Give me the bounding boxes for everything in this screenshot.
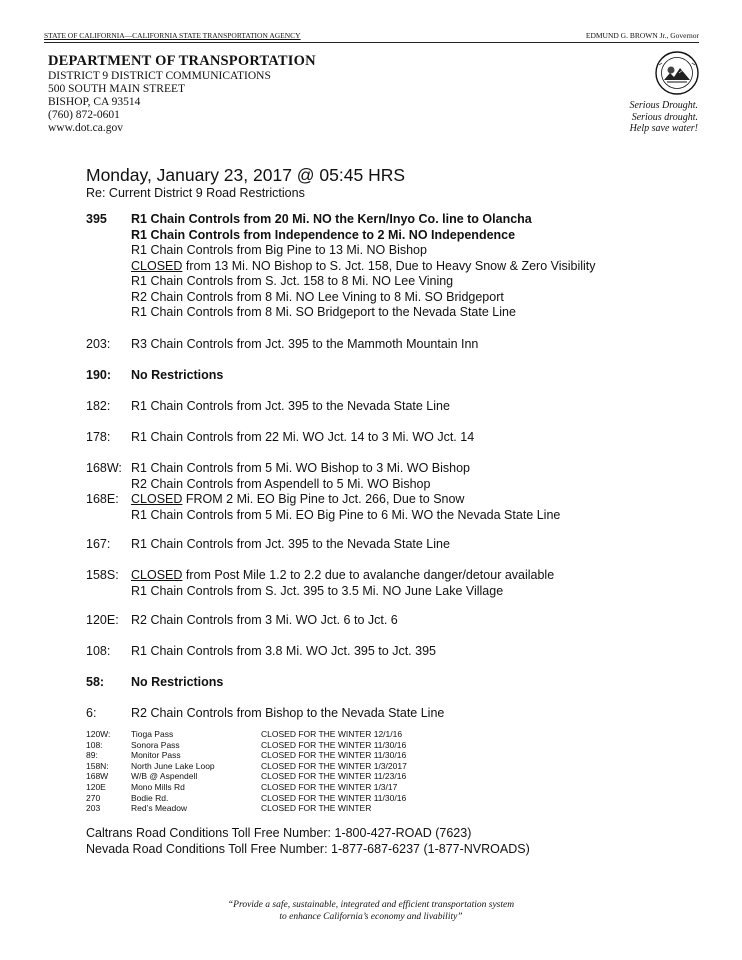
restriction-text: from 13 Mi. NO Bishop to S. Jct. 158, Due to Heavy Snow & Zero Visibility xyxy=(182,258,596,273)
route-restriction-lines xyxy=(131,212,596,321)
department-name: DEPARTMENT OF TRANSPORTATION xyxy=(48,53,316,69)
route-code: 178: xyxy=(86,430,111,444)
restriction-text: R1 Chain Controls from Jct. 395 to the Nevada State Line xyxy=(131,537,450,551)
state-agency-name: STATE OF CALIFORNIA—CALIFORNIA STATE TRANSPORTATION AGENCY xyxy=(44,31,301,40)
route-restriction-lines xyxy=(131,675,223,691)
restriction-line xyxy=(131,492,560,508)
restriction-line xyxy=(131,228,596,244)
restriction-text: R2 Chain Controls from 8 Mi. NO Lee Vining to 8 Mi. SO Bridgeport xyxy=(131,289,504,304)
closure-status: CLOSED FOR THE WINTER 1/3/17 xyxy=(261,782,398,792)
phone-number: (760) 872-0601 xyxy=(48,109,120,121)
restriction-line xyxy=(131,337,478,353)
restriction-line xyxy=(131,430,474,446)
restriction-line xyxy=(131,368,223,384)
route-restriction-lines xyxy=(131,461,470,492)
drought-line: Help save water! xyxy=(629,123,698,134)
restriction-line xyxy=(131,568,554,584)
route-restriction-lines xyxy=(131,537,450,553)
route-code: 168W: xyxy=(86,461,122,475)
state-agency-header xyxy=(44,30,699,43)
restriction-text: from Post Mile 1.2 to 2.2 due to avalanche danger/detour available xyxy=(182,568,555,582)
restriction-text: R1 Chain Controls from 20 Mi. NO the Kern/Inyo Co. line to Olancha xyxy=(131,212,532,226)
restriction-line xyxy=(131,537,450,553)
closure-route: 270 xyxy=(86,792,101,803)
route-code: 190: xyxy=(86,368,112,382)
restriction-line xyxy=(131,243,596,259)
route-code: 203: xyxy=(86,337,111,351)
closure-route: 89: xyxy=(86,750,98,761)
closure-status: CLOSED FOR THE WINTER 11/30/16 xyxy=(261,750,407,761)
restriction-text: R1 Chain Controls from 8 Mi. SO Bridgeport to the Nevada State Line xyxy=(131,305,516,319)
closure-status: CLOSED FOR THE WINTER 1/3/2017 xyxy=(261,760,407,771)
drought-line: Serious drought. xyxy=(631,111,698,123)
closure-road-name: W/B @ Aspendell xyxy=(131,771,198,782)
restriction-text: R1 Chain Controls from Independence to 2 Mi. NO Independence xyxy=(131,227,516,242)
restriction-line xyxy=(131,461,470,477)
restriction-text: R1 Chain Controls from S. Jct. 158 to 8 Mi. NO Lee Vining xyxy=(131,274,454,288)
restriction-line xyxy=(131,508,560,524)
route-restriction-lines xyxy=(131,706,444,722)
route-code: 120E: xyxy=(86,613,119,627)
restriction-line xyxy=(131,706,444,722)
governor-name: EDMUND G. BROWN Jr., Governor xyxy=(585,31,699,40)
route-code: 167: xyxy=(86,537,111,551)
restriction-line xyxy=(131,212,596,228)
route-restriction-lines xyxy=(131,568,554,599)
website: www.dot.ca.gov xyxy=(48,122,123,134)
closure-road-name: Mono Mills Rd xyxy=(131,782,185,792)
restriction-text: R2 Chain Controls from Bishop to the Nevada State Line xyxy=(131,706,445,720)
route-code: 395 xyxy=(86,212,107,226)
closure-status: CLOSED FOR THE WINTER 11/23/16 xyxy=(261,771,407,782)
closure-status: CLOSED FOR THE WINTER 12/1/16 xyxy=(261,729,403,739)
report-subject: Re: Current District 9 Road Restrictions xyxy=(86,186,305,200)
restriction-text: No Restrictions xyxy=(131,368,224,382)
route-code: 158S: xyxy=(86,568,119,582)
route-restriction-lines xyxy=(131,644,436,660)
closure-status: CLOSED FOR THE WINTER 11/30/16 xyxy=(261,739,407,750)
restriction-text: R1 Chain Controls from 22 Mi. WO Jct. 14 to 3 Mi. WO Jct. 14 xyxy=(131,430,475,444)
restriction-text: R2 Chain Controls from Aspendell to 5 Mi. WO Bishop xyxy=(131,476,431,491)
closure-status: CLOSED FOR THE WINTER 11/30/16 xyxy=(261,792,407,803)
closed-label: CLOSED xyxy=(131,568,183,582)
route-code: 182: xyxy=(86,399,111,413)
route-restriction-lines xyxy=(131,337,478,353)
restriction-line xyxy=(131,584,554,600)
route-code: 108: xyxy=(86,644,111,658)
restriction-text: R2 Chain Controls from 3 Mi. WO Jct. 6 to Jct. 6 xyxy=(131,613,398,627)
california-seal-icon xyxy=(655,51,699,95)
route-code: 58: xyxy=(86,675,105,689)
closure-route: 158N: xyxy=(86,760,109,771)
restriction-text: R1 Chain Controls from Jct. 395 to the Nevada State Line xyxy=(131,399,450,413)
restriction-text: FROM 2 Mi. EO Big Pine to Jct. 266, Due to Snow xyxy=(182,492,465,506)
route-restriction-lines xyxy=(131,368,223,384)
route-code: 168E: xyxy=(86,492,119,506)
restriction-line xyxy=(131,274,596,290)
route-restriction-lines xyxy=(131,399,450,415)
restriction-line xyxy=(131,290,596,306)
street-address: 500 SOUTH MAIN STREET xyxy=(48,83,186,95)
restriction-text: No Restrictions xyxy=(131,675,224,689)
drought-line: Serious Drought. xyxy=(629,100,698,111)
drought-notice xyxy=(578,100,698,135)
route-restriction-lines xyxy=(131,613,398,629)
restriction-text: R3 Chain Controls from Jct. 395 to the Mammoth Mountain Inn xyxy=(131,337,479,351)
closure-road-name: Monitor Pass xyxy=(131,750,181,761)
restriction-line xyxy=(131,399,450,415)
restriction-text: R1 Chain Controls from Big Pine to 13 Mi. NO Bishop xyxy=(131,243,427,257)
closure-road-name: Bodie Rd. xyxy=(131,792,169,803)
closure-route: 108: xyxy=(86,739,103,750)
closure-route: 120W: xyxy=(86,729,111,739)
closure-road-name: Red’s Meadow xyxy=(131,803,188,814)
letterhead xyxy=(48,53,316,135)
road-condition-numbers xyxy=(86,826,530,857)
closure-route: 168W xyxy=(86,771,109,782)
restriction-line xyxy=(131,259,596,275)
restriction-text: R1 Chain Controls from 5 Mi. EO Big Pine to 6 Mi. WO the Nevada State Line xyxy=(131,507,561,522)
caltrans-mission-motto xyxy=(0,900,742,923)
restriction-line xyxy=(131,644,436,660)
district-name: DISTRICT 9 DISTRICT COMMUNICATIONS xyxy=(48,70,271,82)
restriction-line xyxy=(131,675,223,691)
restriction-line xyxy=(131,613,398,629)
nevada-phone: Nevada Road Conditions Toll Free Number: 1-877-687-6237 (1-877-NVROADS) xyxy=(86,841,530,856)
motto-line: to enhance California’s economy and livability” xyxy=(279,911,463,922)
city-address: BISHOP, CA 93514 xyxy=(48,96,141,108)
route-restriction-lines xyxy=(131,492,560,523)
restriction-text: R1 Chain Controls from S. Jct. 395 to 3.5 Mi. NO June Lake Village xyxy=(131,583,504,598)
restriction-line xyxy=(131,477,470,493)
closed-label: CLOSED xyxy=(131,492,183,506)
restriction-text: R1 Chain Controls from 5 Mi. WO Bishop to 3 Mi. WO Bishop xyxy=(131,461,470,475)
report-date-title: Monday, January 23, 2017 @ 05:45 HRS xyxy=(86,165,406,185)
restriction-text: R1 Chain Controls from 3.8 Mi. WO Jct. 395 to Jct. 395 xyxy=(131,644,436,658)
closure-route: 203 xyxy=(86,803,101,814)
route-code: 6: xyxy=(86,706,97,720)
closure-route: 120E xyxy=(86,782,106,792)
closure-status: CLOSED FOR THE WINTER xyxy=(261,803,372,814)
closure-road-name: North June Lake Loop xyxy=(131,760,215,771)
caltrans-phone: Caltrans Road Conditions Toll Free Number: 1-800-427-ROAD (7623) xyxy=(86,826,472,840)
restriction-line xyxy=(131,305,596,321)
closure-road-name: Tioga Pass xyxy=(131,729,174,739)
motto-line: “Provide a safe, sustainable, integrated and efficient transportation system xyxy=(227,900,515,910)
closure-road-name: Sonora Pass xyxy=(131,739,180,750)
route-restriction-lines xyxy=(131,430,474,446)
closed-label: CLOSED xyxy=(131,258,183,273)
